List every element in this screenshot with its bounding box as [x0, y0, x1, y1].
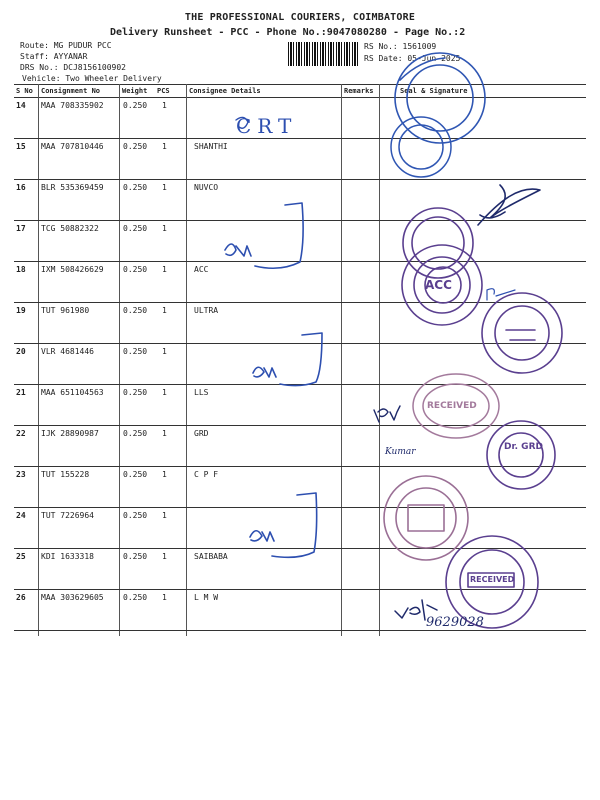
cell-sno: 18	[16, 265, 26, 274]
col-remarks: Remarks	[344, 87, 374, 95]
row-divider	[14, 589, 586, 590]
handwriting-kumar: Kumar	[385, 447, 416, 457]
cell-consignment-no: MAA 303629605	[41, 593, 104, 602]
vehicle-label: Vehicle: Two Wheeler Delivery	[22, 74, 162, 83]
cell-consignment-no: MAA 708335902	[41, 101, 104, 110]
handwriting-crt: CRT	[236, 114, 298, 138]
cell-consignment-no: KDI 1633318	[41, 552, 94, 561]
cell-weight: 0.250	[123, 142, 148, 151]
cell-consignee: GRD	[194, 429, 209, 438]
cell-consignment-no: TUT 7226964	[41, 511, 94, 520]
drs-label: DRS No.: DCJ8156100902	[20, 63, 126, 72]
nuvco-stamp	[403, 208, 473, 278]
company-title: THE PROFESSIONAL COURIERS, COIMBATORE	[184, 12, 416, 23]
cell-sno: 16	[16, 183, 26, 192]
row-divider	[14, 220, 586, 221]
row-divider	[14, 302, 586, 303]
cell-weight: 0.250	[123, 347, 148, 356]
col-divider	[186, 84, 187, 636]
cell-pcs: 1	[162, 511, 167, 520]
ultratech-stamp	[482, 293, 562, 373]
row-divider	[14, 138, 586, 139]
row-divider	[14, 548, 586, 549]
cell-pcs: 1	[162, 101, 167, 110]
cell-sno: 17	[16, 224, 26, 233]
cell-weight: 0.250	[123, 593, 148, 602]
cell-sno: 23	[16, 470, 26, 479]
cell-pcs: 1	[162, 306, 167, 315]
signature-row21	[374, 406, 400, 422]
cell-consignee: ACC	[194, 265, 209, 274]
cell-pcs: 1	[162, 183, 167, 192]
cell-weight: 0.250	[123, 265, 148, 274]
cell-weight: 0.250	[123, 388, 148, 397]
cell-consignee: LLS	[194, 388, 209, 397]
signature-row16	[478, 185, 540, 225]
handwriting-phone: 9629028	[426, 615, 484, 630]
row-divider	[14, 343, 586, 344]
cell-consignee: NUVCO	[194, 183, 219, 192]
row-divider	[14, 630, 586, 631]
cell-consignment-no: IXM 508426629	[41, 265, 104, 274]
cell-consignment-no: TUT 961980	[41, 306, 90, 315]
col-divider	[379, 84, 380, 636]
cell-sno: 21	[16, 388, 26, 397]
col-pcs: PCS	[157, 87, 170, 95]
cell-weight: 0.250	[123, 511, 148, 520]
cell-consignee: L M W	[194, 593, 219, 602]
cell-weight: 0.250	[123, 183, 148, 192]
staff-label: Staff: AYYANAR	[20, 52, 88, 61]
row-divider	[14, 384, 586, 385]
col-divider	[38, 84, 39, 636]
col-consignment: Consignment No	[41, 87, 101, 95]
cell-sno: 25	[16, 552, 26, 561]
cell-sno: 20	[16, 347, 26, 356]
col-consignee: Consignee Details	[189, 87, 261, 95]
signature-row18	[487, 289, 515, 300]
cell-sno: 26	[16, 593, 26, 602]
barcode-image	[288, 42, 358, 66]
cell-consignment-no: IJK 28890987	[41, 429, 99, 438]
cell-weight: 0.250	[123, 306, 148, 315]
table-top-rule	[14, 84, 586, 85]
col-seal: Seal & Signature	[400, 87, 468, 95]
acc-stamp-text: ACC	[425, 278, 452, 292]
row-divider	[14, 261, 586, 262]
col-sno: S No	[16, 87, 33, 95]
cell-consignee: ULTRA	[194, 306, 219, 315]
cell-consignment-no: TUT 155228	[41, 470, 90, 479]
cell-consignment-no: TCG 50882322	[41, 224, 99, 233]
cell-weight: 0.250	[123, 552, 148, 561]
col-divider	[119, 84, 120, 636]
cell-pcs: 1	[162, 593, 167, 602]
cell-pcs: 1	[162, 429, 167, 438]
cell-sno: 24	[16, 511, 26, 520]
cell-pcs: 1	[162, 552, 167, 561]
row-divider	[14, 179, 586, 180]
row-divider	[14, 466, 586, 467]
round-stamp-row15	[391, 117, 451, 177]
cell-consignee: SAIBABA	[194, 552, 228, 561]
saibaba-received-text: RECEIVED	[470, 575, 515, 584]
cell-consignment-no: VLR 4681446	[41, 347, 94, 356]
table-header-rule	[14, 97, 586, 98]
rs-date: RS Date: 05-Jun-2025	[364, 54, 461, 63]
cell-weight: 0.250	[123, 224, 148, 233]
cell-pcs: 1	[162, 388, 167, 397]
runsheet-subtitle: Delivery Runsheet - PCC - Phone No.:9047080280 - Page No.:2	[110, 27, 466, 38]
grd-stamp-text: Dr. GRD	[504, 442, 543, 452]
signature-row20	[253, 333, 322, 386]
cell-pcs: 1	[162, 347, 167, 356]
cell-pcs: 1	[162, 142, 167, 151]
cell-sno: 19	[16, 306, 26, 315]
cell-sno: 15	[16, 142, 26, 151]
signature-row17	[225, 203, 303, 268]
courier-stamp-top	[395, 53, 485, 143]
col-divider	[341, 84, 342, 636]
cell-pcs: 1	[162, 470, 167, 479]
row-divider	[14, 425, 586, 426]
cell-consignment-no: MAA 707810446	[41, 142, 104, 151]
cell-consignment-no: MAA 651104563	[41, 388, 104, 397]
cell-weight: 0.250	[123, 101, 148, 110]
col-weight: Weight	[122, 87, 148, 95]
cell-pcs: 1	[162, 265, 167, 274]
received-stamp-text: RECEIVED	[427, 401, 477, 411]
cell-consignee: SHANTHI	[194, 142, 228, 151]
cell-consignee: C P F	[194, 470, 219, 479]
route-label: Route: MG PUDUR PCC	[20, 41, 112, 50]
grd-stamp	[487, 421, 555, 489]
cell-pcs: 1	[162, 224, 167, 233]
rs-number: RS No.: 1561009	[364, 42, 437, 51]
cell-consignment-no: BLR 535369459	[41, 183, 104, 192]
cell-weight: 0.250	[123, 470, 148, 479]
row-divider	[14, 507, 586, 508]
cell-sno: 14	[16, 101, 26, 110]
cell-weight: 0.250	[123, 429, 148, 438]
cell-sno: 22	[16, 429, 26, 438]
